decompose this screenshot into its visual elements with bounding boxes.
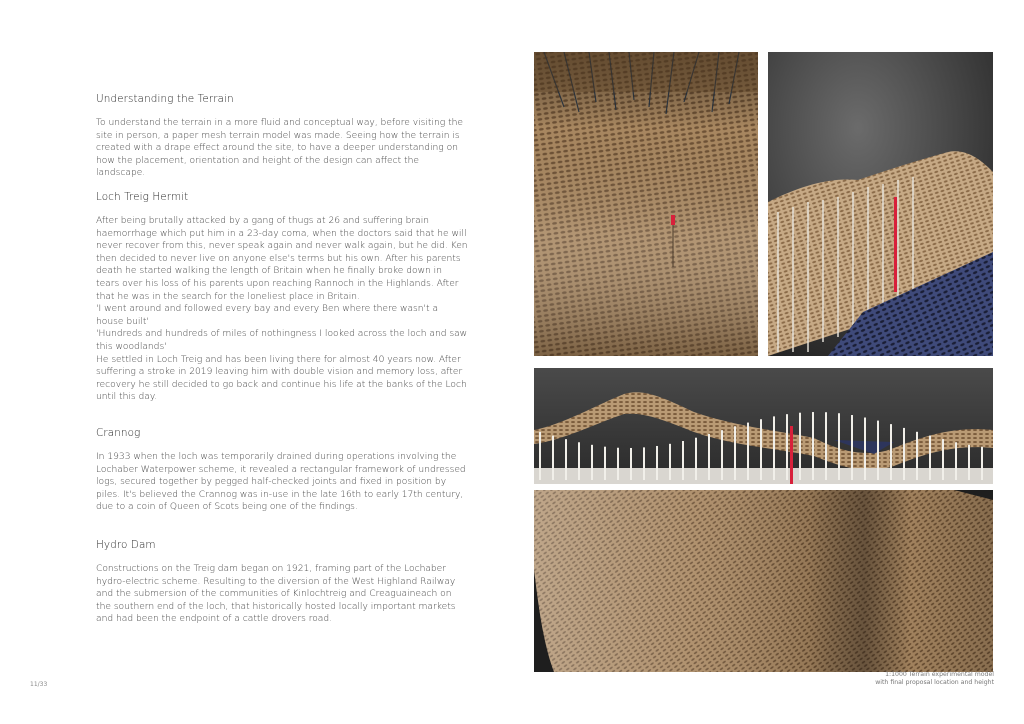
- terrain-model-photo-topdown: [534, 52, 758, 356]
- section-quote: 'Hundreds and hundreds of miles of nothingness I looked across the loch and saw this woodlands': [96, 329, 468, 352]
- section-paragraph: Constructions on the Treig dam began on 1921, framing part of the Lochaber hydro-electric scheme. Resulting to the diversion of the West Highland Railway and the submersion of the communities of Kinlochtreig and Creaguaineach on the southern end of the loch, that historically hosted locally important markets and had been the endpoint of a cattle drovers road.: [96, 564, 456, 625]
- section-understanding-terrain: [96, 92, 468, 180]
- section-hydro-dam: [96, 538, 468, 626]
- section-quote: 'I went around and followed every bay and every Ben where there wasn't a house built': [96, 304, 439, 327]
- section-crannog: [96, 426, 468, 514]
- section-heading: Crannog: [96, 427, 141, 439]
- section-paragraph: In 1933 when the loch was temporarily drained during operations involving the Lochaber Waterpower scheme, it revealed a rectangular framework of undressed logs, secured together by pegged half-checked joints and fixed in position by piles. It's believed the Crannog was in-use in the late 16th to early 17th century, due to a coin of Queen of Scots being one of the findings.: [96, 452, 466, 513]
- section-heading: Loch Treig Hermit: [96, 191, 189, 203]
- section-heading: Hydro Dam: [96, 539, 156, 551]
- terrain-model-photo-elevation: [534, 368, 993, 484]
- figure-caption: [794, 671, 994, 687]
- section-heading: Understanding the Terrain: [96, 93, 234, 105]
- caption-line: 1:1000 Terrain experimental model: [885, 671, 994, 678]
- section-paragraph: To understand the terrain in a more fluid and conceptual way, before visiting the site in person, a paper mesh terrain model was made. Seeing how the terrain is created with a drape effect around the site, to have a deeper understanding on how the placement, orientation and height of the design can affect the landscape.: [96, 118, 464, 179]
- section-paragraph: He settled in Loch Treig and has been living there for almost 40 years now. After suffering a stroke in 2019 leaving him with double vision and memory loss, after recovery he still decided to go back and continue his life at the banks of the Loch until this day.: [96, 354, 467, 403]
- caption-line: with final proposal location and height: [875, 679, 994, 686]
- terrain-model-photo-perspective: [768, 52, 993, 356]
- section-paragraph: After being brutally attacked by a gang of thugs at 26 and suffering brain haemorrhage which put him in a 23-day coma, when the doctors said that he will never recover from this, never speak again and never walk again, but he did. Ken then decided to never live on anyone else's terms but his own. After his parents death he started walking the length of Britain when he finally broke down in tears over his loss of his parents upon reaching Rannoch in the Highlands. After that he was in the search for the loneliest place in Britain.: [96, 216, 468, 302]
- section-loch-treig-hermit: [96, 190, 468, 404]
- page-number: 11/33: [30, 681, 48, 688]
- terrain-model-photo-closeup: [534, 490, 993, 672]
